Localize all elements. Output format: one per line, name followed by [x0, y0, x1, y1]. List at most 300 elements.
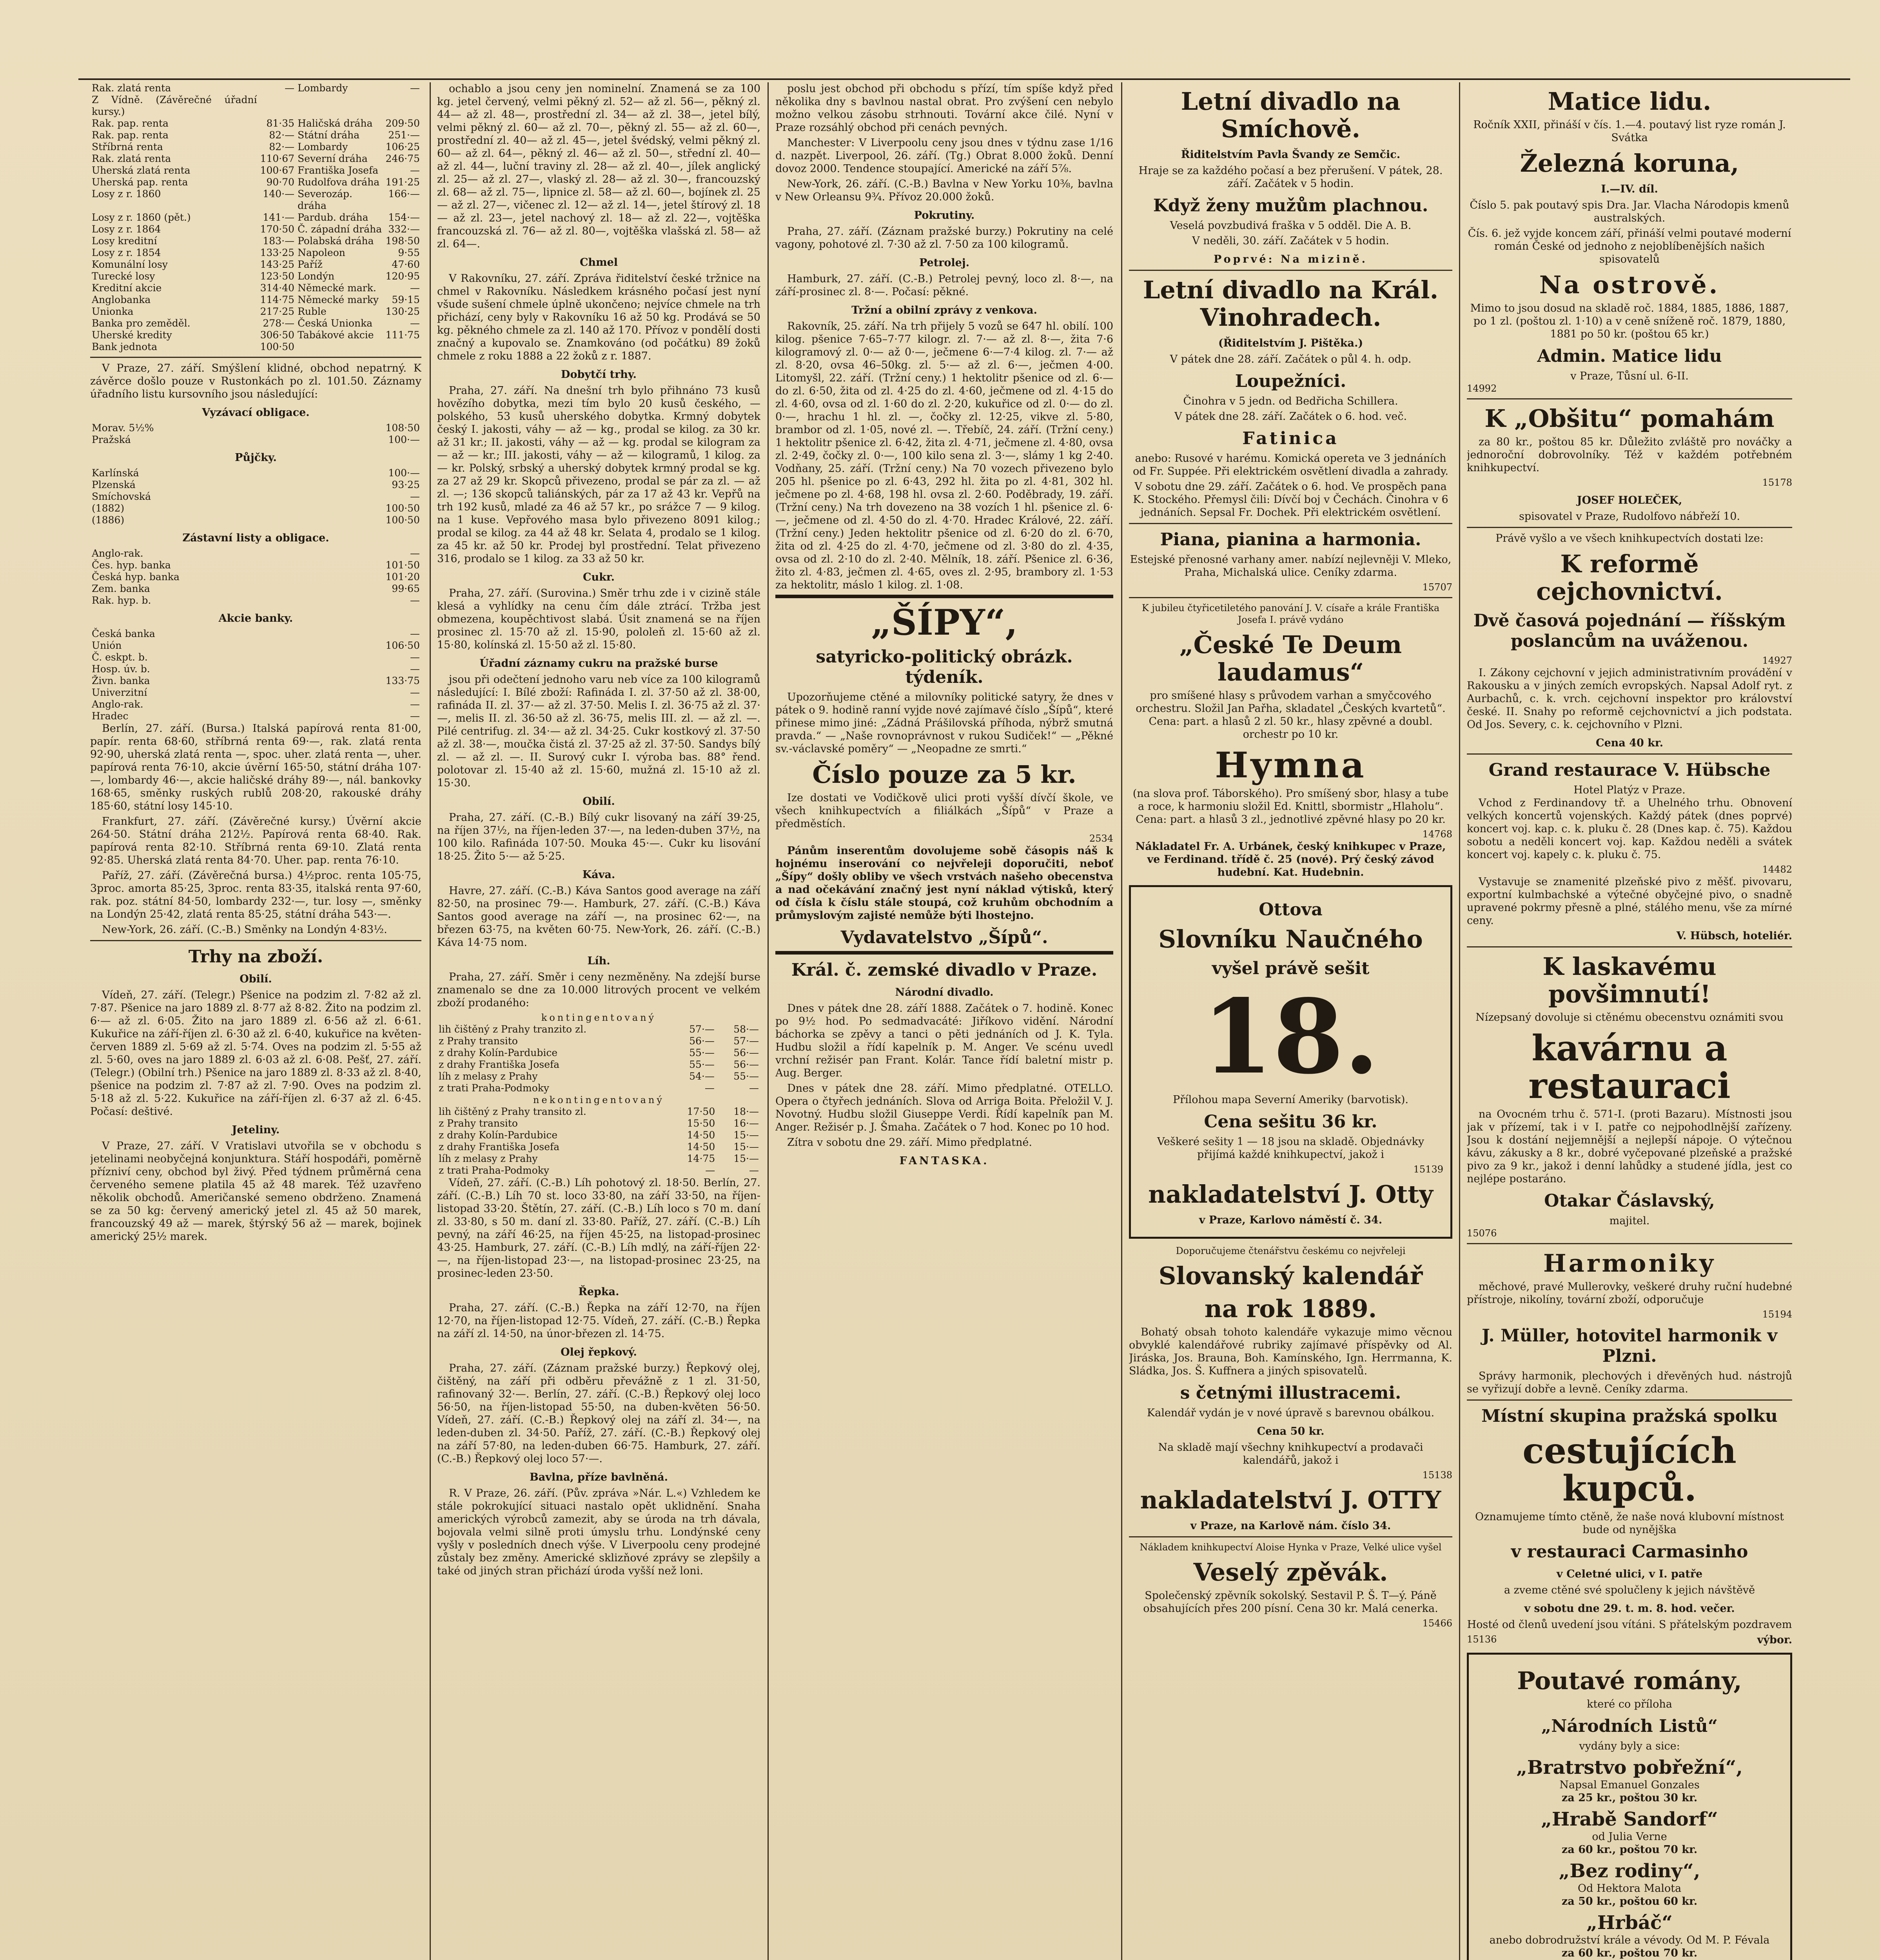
- divider: [1467, 753, 1792, 755]
- kalendar-more: Na skladě mají všechny knihkupectví a prodavači kalendářů, jakož i: [1158, 1441, 1423, 1466]
- rate-cell: 59·15: [392, 294, 420, 305]
- ad-number: 14768: [1422, 829, 1452, 840]
- rate-row: [90, 212, 421, 223]
- rate-cell: Františka Josefa: [298, 165, 379, 176]
- spirits-table-2: [437, 1106, 760, 1176]
- table-cell: z Prahy transito: [439, 1118, 518, 1129]
- rate-cell: Anglobanka: [92, 294, 151, 305]
- naucny-text: Veškeré sešity 1 — 18 jsou na skladě. Objednávky přijímá každé knihkupectví, jakož i: [1157, 1136, 1425, 1161]
- theatre-subtitle: Národní divadlo.: [895, 986, 994, 998]
- rate-cell: 130·25: [385, 306, 420, 317]
- table-cell: z drahy Františka Josefa: [439, 1141, 560, 1152]
- poutave-sub: které co příloha: [1587, 1698, 1672, 1710]
- piana-text: Estejské přenosné varhany amer. nabízí nejlevněji V. Mleko, Praha, Michalská ulice. Ceníky zdarma.: [1130, 554, 1452, 579]
- rate-row: [90, 176, 421, 188]
- smichov-theatre-title: Letní divadlo na Smíchově.: [1181, 87, 1401, 143]
- ad-number: 14927: [1762, 655, 1792, 666]
- subsection-title: Pokrutiny.: [914, 209, 975, 221]
- smichov-text: Hraje se za každého počasí a bez přerušení. V pátek, 28. září. Začátek v 5 hodin.: [1138, 165, 1443, 190]
- subsection-title: Káva.: [582, 869, 615, 881]
- table-cell: Anglo-rak.: [92, 548, 143, 559]
- column-rule-3: [1121, 82, 1122, 1960]
- table-row: [90, 467, 421, 479]
- rate-cell: 114·75: [260, 294, 295, 305]
- table-cell: 108·50: [385, 422, 420, 434]
- sobota-text: Hosté od členů uvedení jsou vítáni. S přátelským pozdravem: [1467, 1619, 1792, 1631]
- table-row: [90, 434, 421, 446]
- table-cell: —: [705, 1165, 715, 1176]
- divider: [1467, 946, 1792, 947]
- table-row: [90, 514, 421, 526]
- grand-more: Vystavuje se znamenité plzeňské pivo z měšť. pivovaru, exportní kulmbachské a výtečné obyčejné pivo, o snadně upravené pokrmy přesně a plné, stálého menu, vše za mírné ceny.: [1467, 876, 1792, 927]
- naucny-number: 18.: [1202, 977, 1379, 1097]
- rate-cell: Napoleon: [298, 247, 345, 258]
- rate-cell: —: [410, 282, 420, 294]
- rate-cell: 332·—: [388, 223, 420, 235]
- coffee-report: Havre, 27. září. (C.-B.) Káva Santos good average na září 82·50, na prosinec 79·—. Hamburk, 27. září. (C.-B.) Káva Santos good average na září —, na prosinec 62·—, na březen 63·75, na květen 60·75. New-York, 26. září. (C.-B.) Káva 14·75 nom.: [437, 885, 760, 949]
- novel-author: od Julia Verne: [1592, 1831, 1667, 1843]
- subsection-title: Petrolej.: [919, 257, 970, 269]
- naucny-top: Ottova: [1259, 900, 1323, 920]
- rate-row: [90, 341, 421, 353]
- inserent-notice: Pánům inserentům dovolujeme sobě čásopis náš k hojnému inserování co nejvřeleji doporučiti, neboť „Šípy“ došly obliby ve všech vrstvách našeho obecenstva a nad očekávání značný jest nyní náklad výtisků, který od čísla k číslu stále stoupá, což kruhům obchodním a průmyslovým zajisté nemůže býti lhostejno.: [775, 845, 1113, 922]
- rate-cell: Bank jednota: [92, 341, 158, 352]
- clover-cont: ochablo a jsou ceny jen nominelní. Znamená se za 100 kg. jetel červený, velmi pěkný zl. 52— až zl. 56—, pěkný zl. 44— až zl. 48—, prostřední zl. 34— až zl. 38—, jetel bílý, velmi pěkný zl. 60— až zl. 70—, pěkný zl. 55— až zl. 60—, prostřední zl. 40— až zl. 45—, jetel švédský, velmi pěkný zl. 60— až zl. 64—, pěkný zl. 46— až zl. 50—, střední zl. 40— až zl. 44—, luční traviny zl. 28— až zl. 40—, jílek anglický zl. 25— až zl. 27—, vlaský zl. 28— až zl. 30—, francouzský zl. 68— až zl. 75—, lipnice zl. 58— až zl. 60—, bojínek zl. 25— až zl. 27—, vičenec zl. 12— až zl. 14—, jetel štírový zl. 18— až zl. 23—, jetel nachový zl. 18— až zl. 22—, vojtěška francouzská zl. 76— až zl. 80—, vojtěška vlašská zl. 58— až zl. 64—.: [437, 83, 760, 250]
- table-cell: 100·50: [385, 503, 420, 514]
- subsection-title: Jeteliny.: [232, 1124, 280, 1136]
- table-row: [90, 422, 421, 434]
- grand-sign: V. Hübsch, hoteliér.: [1676, 930, 1792, 942]
- table-cell: 100·50: [385, 514, 420, 526]
- harmoniky-text: měchové, pravé Mullerovky, veškeré druhy ruční hudebné přístroje, nikolíny, tovární zboží, odporučuje: [1467, 1281, 1792, 1306]
- novel-item: [1476, 1860, 1783, 1908]
- table-row: [437, 1082, 760, 1094]
- narodnich-sub: vydány byly a sice:: [1579, 1740, 1680, 1752]
- oil-report: Praha, 27. září. (Záznam pražské burzy.) Řepkový olej, čištěný, na září při odběru převážně z 1 zl. 31·50, rafinovaný 32·—. Berlín, 27. září. (C.-B.) Řepkový olej loco 56·50, na říjen-listopad 55·50, na duben-květen 56·50. Vídeň, 27. září. (C.-B.) Řepkový olej na září zl. 34·—, na leden-duben zl. 34·50. Paříž, 27. září. (C.-B.) Řepkový olej na září 57·80, na leden-duben 66·75. Hamburk, 27. září. (C.-B.) Řepkový olej loco 57·—.: [437, 1362, 760, 1465]
- table-row: [90, 640, 421, 652]
- rate-cell: 100·50: [260, 341, 295, 352]
- rate-cell: Severní dráha: [298, 153, 368, 164]
- table-row: [437, 1106, 760, 1118]
- rate-cell: Uherská zlatá renta: [92, 165, 191, 176]
- column-1: [90, 82, 421, 1960]
- rate-cell: Komunální losy: [92, 259, 168, 270]
- table-cell: 56·—: [733, 1059, 759, 1070]
- sipy-subtitle: satyricko-politický obrázk. týdeník.: [816, 647, 1073, 687]
- table-row: [90, 559, 421, 571]
- cotton-report: R. V Praze, 26. září. (Pův. zpráva »Nár. L.«) Vzhledem ke stále pokrokující situaci nastalo opět uklidnění. Snaha amerických výrobců zamezit, aby se úroda na trh dávala, bojovala velmi silně proti úmyslu trhu. Londýnské ceny vyšly v posledních dnech výše. V Liverpoolu ceny prodejné zůstaly bez změny. Americké sklizňové zprávy se zlepšily a také od jiných stran přichází úroda vyšší než loni.: [437, 1487, 760, 1577]
- rate-cell: Uherské kredity: [92, 329, 172, 341]
- obsitu-text: za 80 kr., poštou 85 kr. Důležito zvláště pro nováčky a jednoroční dobrovolníky. Též v každém potřebném knihkupectví.: [1467, 436, 1792, 474]
- table-cell: —: [749, 1165, 759, 1176]
- ad-number: 15194: [1762, 1309, 1792, 1320]
- subsection-title: Cukr.: [583, 571, 615, 583]
- table-cell: —: [410, 548, 420, 559]
- smichov-sunday: V neděli, 30. září. Začátek v 5 hodin.: [1192, 235, 1389, 247]
- table-cell: —: [410, 699, 420, 710]
- table-cell: Pražská: [92, 434, 131, 445]
- naucny-price: Cena sešitu 36 kr.: [1204, 1112, 1377, 1132]
- divider: [1129, 597, 1452, 598]
- rate-cell: [296, 341, 384, 353]
- tomorrow-program: Zítra v sobotu dne 29. září. Mimo předplatné.: [787, 1136, 1032, 1149]
- section-table: [90, 548, 421, 606]
- table-row: [437, 1071, 760, 1082]
- obsitu-title: K „Obšitu“ pomahám: [1484, 404, 1775, 433]
- table-cell: —: [704, 1082, 715, 1094]
- laskavemu-title: K laskavému povšimnutí!: [1542, 952, 1717, 1008]
- tedeum-head: K jubileu čtyřicetiletého panování J. V. císaře a krále Františka Josefa I. právě vydáno: [1141, 603, 1440, 625]
- exchange-rates-table: [90, 82, 421, 353]
- theatre-title: Král. č. zemské divadlo v Praze.: [791, 960, 1098, 980]
- rate-cell: [384, 341, 422, 353]
- naucny-ad-box: [1129, 885, 1452, 1239]
- novels-list: [1476, 1757, 1783, 1960]
- rate-cell: 81·35: [266, 118, 295, 129]
- smichov-play: Když ženy mužům plachnou.: [1153, 196, 1428, 216]
- reforme-head: Právě vyšlo a ve všech knihkupectvích dostati lze:: [1495, 532, 1764, 544]
- vinohrady-theatre-title: Letní divadlo na Král. Vinohradech.: [1143, 276, 1439, 332]
- matice-price: Mimo to jsou dosud na skladě roč. 1884, 1885, 1886, 1887, po 1 zl. (poštou zl. 1·10) a v ceně sníženě roč. 1879, 1880, 1881 po 50 kr. (poštou 65 kr.): [1470, 302, 1789, 340]
- divider: [90, 357, 421, 358]
- top-rule: [78, 78, 1850, 80]
- rate-cell: 140·—: [263, 188, 295, 200]
- novel-price: za 60 kr., poštou 70 kr.: [1561, 1947, 1698, 1959]
- rate-cell: Německé mark.: [298, 282, 376, 294]
- vybor-sign: výbor.: [1757, 1634, 1792, 1646]
- rate-row: [90, 270, 421, 282]
- table-cell: 57·—: [733, 1035, 759, 1047]
- laskavemu-text: Nízepsaný dovoluje si ctěnému obecenstvu oznámiti svou: [1475, 1011, 1784, 1024]
- hops-report: V Rakovníku, 27. září. Zpráva řiditelství české tržnice na chmel v Rakovníku. Následkem krásného počasí jest nyní všude sušení chmele úplně ukončeno; nejvíce chmele na trh přichází, ceny byly v Rakovníku 16 až 50 kg. Prodává se 50 kg. pěkného chmele za zl. 140 až 170. Přívoz v pondělí dosti značný a kupovalo se. Znamkováno (od počátku) 89 žoků chmele z roku 1888 a 22 žoků z r. 1887.: [437, 272, 760, 362]
- naucny-address: v Praze, Karlovo náměstí č. 34.: [1199, 1214, 1383, 1226]
- ad-number: 15136: [1467, 1634, 1497, 1645]
- rate-cell: 278·—: [263, 318, 295, 329]
- rate-row: [90, 153, 421, 165]
- kavarna-text: na Ovocném trhu č. 571-I. (proti Bazaru). Místnosti jsou jak v přízemí, tak i v I. patře co nejpohodlnější zařízeny. Jsou k dostání nejjemnější a nejlepší nápoje. O výtečnou kávu, zákusky a 8 kr., dobré vyčepované plzeňské a pražské pivo za 9 kr., jakož i denní lahůdky a studené jídla, jest co nejlépe postaráno.: [1467, 1108, 1792, 1185]
- table-cell: 15·—: [733, 1141, 759, 1152]
- table-cell: 15·—: [733, 1153, 759, 1164]
- table-cell: líh z melasy z Prahy: [439, 1071, 538, 1082]
- ad-number: 2534: [1089, 833, 1113, 844]
- table-row: [437, 1024, 760, 1035]
- rate-cell: 123·50: [260, 270, 295, 282]
- subsection-title: Půjčky.: [235, 452, 277, 464]
- clover-report: V Praze, 27. září. V Vratislavi utvořila se v obchodu s jetelinami neobyčejná konjunktura. Stáří hospodáři, poměrně přízniví ceny, obchod byl živý. Před týdnem průměrná cena červeného semene platila 45 až 48 marek. Též uzavřeno několik obchodů. Američanské semeno obdrženo. Znamená se za 50 kg: červený americký jetel zl. 45 až 50 marek, francouzský 49 až — marek, štýrský 56 až — marek, bojinek americký 25½ marek.: [90, 1140, 421, 1243]
- ad-number: 15707: [1422, 582, 1452, 593]
- table-cell: 101·20: [385, 571, 420, 583]
- table-cell: Karlínská: [92, 467, 139, 479]
- rate-cell: —: [410, 165, 420, 176]
- kavarna-title: kavárnu a restauraci: [1528, 1027, 1731, 1107]
- table-cell: Čes. hyp. banka: [92, 559, 171, 571]
- divider: [1129, 1536, 1452, 1537]
- subsection-title: Dobytčí trhy.: [561, 368, 637, 381]
- spirits-report: Praha, 27. září. Směr i ceny nezměněny. Na zdejší burse znamenalo se dne za 10.000 litrových procent ve velkém zboží prodaného:: [437, 971, 760, 1009]
- piana-title: Piana, pianina a harmonia.: [1160, 530, 1421, 550]
- ad-number: 14992: [1467, 383, 1497, 394]
- table-cell: z drahy Kolín-Pardubice: [439, 1047, 558, 1058]
- table-cell: 99·65: [392, 583, 420, 594]
- table-cell: —: [410, 491, 420, 502]
- ad-number: 15466: [1422, 1618, 1452, 1629]
- kalendar-price: Cena 50 kr.: [1257, 1425, 1325, 1437]
- grain-report-2: Praha, 27. září. (C.-B.) Bílý cukr lisovaný na září 39·25, na říjen 37½, na říjen-leden 37·—, na leden-duben 37½, na 100 kilo. Rafináda 107·50. Mouka 45·—. Cukr ku lisování 18·25. Žito 5·— až 5·25.: [437, 811, 760, 862]
- naucny-note: Přílohou mapa Severní Ameriky (barvotisk).: [1172, 1094, 1409, 1106]
- novel-item: [1476, 1912, 1783, 1960]
- table-row: [90, 595, 421, 606]
- sobota-date: v sobotu dne 29. t. m. 8. hod. večer.: [1524, 1602, 1735, 1615]
- table-cell: —: [410, 652, 420, 663]
- rate-row: [90, 282, 421, 294]
- ad-number: 15139: [1413, 1164, 1443, 1175]
- kalendar-head: Doporučujeme čtenářstvu českému co nejvřeleji: [1176, 1245, 1406, 1256]
- sugar-records: jsou při odečtení jednoho varu neb více za 100 kilogramů následující: I. Bílé zboží: Rafináda I. zl. 37·50 až zl. 38·00, rafináda II. zl. 37·— až zl. 37·50. Melis I. zl. 36·75 až zl. 37·—, melis II. zl. 36·50 až zl. 36·75, melis III. zl. — až zl. —. Pilé centrifug. zl. 34·— až zl. 34·25. Cukr kostkový zl. 37·50 až zl. 38·—, moučka čistá zl. 37·25 až zl. 37·50. Sandys bílý zl. — až zl. —. II. Surový cukr I. výroba bas. 88° řend. polotovar zl. 15·40 až zl. 15·60, mužná zl. 15·10 až zl. 15·30.: [437, 673, 760, 789]
- subsection-title: Úřadní záznamy cukru na pražské burse: [479, 657, 718, 670]
- table-cell: 14·75: [687, 1153, 715, 1164]
- table-cell: 57·—: [689, 1024, 715, 1035]
- rate-row: [90, 306, 421, 318]
- divider: [1467, 398, 1792, 399]
- rate-cell: Tabákové akcie: [298, 329, 374, 341]
- divider: [1129, 523, 1452, 524]
- subsection-title: Chmel: [579, 256, 618, 269]
- table-cell: 133·75: [385, 675, 420, 686]
- rate-cell: 100·67: [260, 165, 295, 176]
- table-cell: 106·50: [385, 640, 420, 651]
- otty-address: v Praze, na Karlově nám. číslo 34.: [1190, 1520, 1391, 1532]
- holecek-name: JOSEF HOLEČEK,: [1577, 494, 1682, 506]
- rate-row: [90, 129, 421, 141]
- rate-cell: 106·25: [385, 141, 420, 152]
- rate-cell: Pardub. dráha: [298, 212, 368, 223]
- column-rule-1: [430, 82, 431, 1960]
- table-row: [90, 548, 421, 559]
- table-row: [90, 479, 421, 491]
- reforme-title: K reformě cejchovnictví.: [1536, 550, 1723, 606]
- cattle-report: Praha, 27. září. Na dnešní trh bylo přihnáno 73 kusů hovězího dobytka, mezi tím bylo 20 kusů českého, — polského, 53 kusů uherského dobytka. Krmný dobytek český I. jakosti, váhy — až — kg., prodal se kilog. za 30 kr. až 31 kr.; II. jakosti, váhy — až — kg. prodal se kilogram za — až — kr.; III. jakosti, váhy — až — kilogramů, 1 kilog. za — kr. Polský, srbský a uherský dobytek krmný prodal se kg. za 27 až 29 kr. Skopců přivezeno, prodal se pár za zl. — až zl. —; 136 skopců taliánských, pár za 17 až 43 kr. Vepřů na trh 192 kusů, mladé za 46 až 57 kr., po srážce 7 — 9 kilog. na 1 kuse. Vepřového masa bylo přivezeno 8091 kilog.; prodal se kilog. za 44 až 48 kr. Selata 4, prodalo se 1 kilog. za 45 kr. až 50 kr. Prodej byl prostřední. Telat přivezeno 316, prodalo se 1 kilog. za 33 až 50 kr.: [437, 385, 760, 565]
- spirits-header-2: nekontingentovaný: [533, 1094, 664, 1105]
- table-cell: 55·—: [689, 1047, 715, 1058]
- table-row: [437, 1153, 760, 1165]
- vinohrady-text: V pátek dne 28. září. Začátek o půl 4. h. odp.: [1170, 353, 1412, 365]
- rate-row: [90, 235, 421, 247]
- kalendar-bind: Kalendář vydán je v nové úpravě s barevnou obálkou.: [1147, 1407, 1435, 1419]
- rate-cell: 90·70: [266, 176, 295, 188]
- column-4: [1129, 82, 1452, 1960]
- column-3: [775, 82, 1113, 1960]
- smichov-premiere: Poprvé: Na mizině.: [1213, 253, 1368, 265]
- rate-row: [90, 223, 421, 235]
- rate-cell: Č. západní dráha: [298, 223, 382, 235]
- vinohrady-text-2: V pátek dne 28. září. Začátek o 6. hod. več.: [1174, 410, 1407, 423]
- rate-cell: Státní dráha: [298, 129, 360, 141]
- rate-cell: 82·—: [269, 129, 295, 141]
- rate-cell: —: [410, 82, 420, 94]
- romany-ad-box: [1467, 1653, 1792, 1960]
- cestujicich-text: Oznamujeme tímto ctěně, že naše nová klubovní místnost bude od nynějška: [1475, 1511, 1784, 1536]
- table-cell: 56·—: [689, 1035, 715, 1047]
- rate-cell: 306·50: [260, 329, 295, 341]
- table-cell: Hosp. úv. b.: [92, 663, 150, 675]
- rate-cell: Rak. pap. renta: [92, 118, 169, 129]
- table-row: [437, 1047, 760, 1059]
- matice-admin-addr: v Praze, Tůsní ul. 6-II.: [1570, 370, 1689, 382]
- rate-cell: Turecké losy: [92, 270, 155, 282]
- divider: [1467, 1399, 1792, 1401]
- cestujicich-title: cestujících kupců.: [1523, 1430, 1737, 1509]
- muller-name: J. Müller, hotovitel harmonik v Plzni.: [1481, 1326, 1778, 1366]
- rate-cell: Česká Unionka: [298, 318, 373, 329]
- rate-row: [90, 329, 421, 341]
- sipy-price: Číslo pouze za 5 kr.: [812, 760, 1076, 789]
- rate-cell: Ruble: [298, 306, 327, 317]
- rate-row: [90, 94, 421, 118]
- section-table: [90, 422, 421, 446]
- rate-row: [90, 247, 421, 259]
- frankfurt-report: Frankfurt, 27. září. (Závěrečné kursy.) Úvěrní akcie 264·50. Státní dráha 212½. Papírová renta 68·40. Rak. papírová renta 82·10. Stříbrná renta 69·10. Zlatá renta 92·85. Uherská zlatá renta 84·70. Uher. pap. renta 76·10.: [90, 815, 421, 866]
- table-row: [90, 675, 421, 687]
- table-row: [90, 628, 421, 640]
- rate-cell: 111·75: [385, 329, 420, 341]
- rate-cell: Z Vídně. (Závěrečné úřadní kursy.): [92, 94, 257, 117]
- table-cell: 100·—: [388, 467, 420, 479]
- novel-item: [1476, 1757, 1783, 1804]
- table-cell: Plzenská: [92, 479, 136, 490]
- rate-cell: Losy z r. 1854: [92, 247, 161, 258]
- vybor-row: [1467, 1633, 1792, 1646]
- zpevak-title: Veselý zpěvák.: [1193, 1558, 1388, 1586]
- table-cell: Rak. hyp. b.: [92, 595, 151, 606]
- spirits-more: Vídeň, 27. září. (C.-B.) Líh pohotový zl. 18·50. Berlín, 27. září. (C.-B.) Líh 70 st. loco 33·80, na září 33·50, na říjen-listopad 33·20. Štětín, 27. září. (C.-B.) Líh loco s 70 m. daní zl. 33·80, s 50 m. daní zl. 33·80. Paříž, 27. září. (C.-B.) Líh pevný, na září 46·25, na říjen 45·25, na listopad-prosinec 43·25. Hamburk, 27. září. (C.-B.) Líh mdlý, na září-říjen 22·—, na říjen-listopad 23·—, na listopad-prosinec 23·25, na prosinec-leden 23·50.: [437, 1177, 760, 1279]
- vinohrady-play-sub: Činohra v 5 jedn. od Bedřicha Schillera.: [1183, 395, 1398, 407]
- rate-cell: Rak. pap. renta: [92, 129, 169, 141]
- table-row: [437, 1141, 760, 1153]
- table-cell: Živn. banka: [92, 675, 150, 686]
- rate-cell: Losy z r. 1860: [92, 188, 161, 200]
- table-cell: Hradec: [92, 710, 129, 722]
- table-cell: 56·—: [733, 1047, 759, 1058]
- theatre-program: Dnes v pátek dne 28. září 1888. Začátek o 7. hodině. Konec po 9½ hod. Po sedmadvacáté: Jiříkovo vidění. Národní báchorka se zpěvy a tanci o pěti jednáních od J. K. Tyla. Hudbu složil a řídí kapelník p. M. Anger. Ve scénu uvedl vrchní režisér pan Frant. Kolár. Tance řídí baletní mistr p. Aug. Berger.: [775, 1002, 1113, 1079]
- ad-number: 15178: [1762, 477, 1792, 488]
- rate-cell: Losy z r. 1864: [92, 223, 161, 235]
- rate-row: [90, 318, 421, 329]
- table-row: [437, 1165, 760, 1176]
- rate-cell: Stříbrná renta: [92, 141, 163, 152]
- table-cell: Unión: [92, 640, 122, 651]
- rate-row: [90, 188, 421, 212]
- table-cell: Univerzitní: [92, 687, 147, 698]
- hynek-ad: Nákladem knihkupectví Aloise Hynka v Praze, Velké ulice vyšel: [1140, 1542, 1442, 1553]
- rate-row: [90, 294, 421, 306]
- table-cell: (1882): [92, 503, 125, 514]
- subsection-title: Vyzávací obligace.: [202, 407, 310, 419]
- subsection-title: Bavlna, příze bavlněná.: [529, 1471, 668, 1483]
- rate-cell: Rak. zlatá renta: [92, 82, 171, 94]
- rate-cell: 154·—: [388, 212, 420, 223]
- sipy-more: Ize dostati ve Vodičkově ulici proti vyšší dívčí škole, ve všech knihkupectvích a filiálkách „Šípů“ v Praze a předměstích.: [775, 792, 1113, 830]
- table-cell: lih čištěný z Prahy transito zl.: [439, 1106, 586, 1117]
- na-ostrove-title: Na ostrově.: [1539, 270, 1720, 299]
- novel-price: za 50 kr., poštou 60 kr.: [1561, 1895, 1698, 1907]
- caslavsky-name: Otakar Čáslavský,: [1544, 1191, 1715, 1211]
- rate-cell: 120·95: [385, 270, 420, 282]
- table-cell: z drahy Františka Josefa: [439, 1059, 560, 1070]
- matice-title: Matice lidu.: [1548, 87, 1711, 116]
- table-row: [437, 1059, 760, 1071]
- kalendar-title: Slovanský kalendář: [1158, 1261, 1423, 1290]
- matice-more: Čís. 6. jež vyjde koncem září, přináší velmi poutavé moderní román České od jednoho z nejoblíbenějších našich spisovatelů: [1468, 227, 1791, 265]
- table-row: [90, 503, 421, 514]
- table-cell: lih čištěný z Prahy tranzito zl.: [439, 1024, 587, 1035]
- divider: [1129, 270, 1452, 271]
- rate-cell: 170·50: [260, 223, 295, 235]
- table-cell: 14·50: [687, 1129, 715, 1141]
- petroleum-report: Hamburk, 27. září. (C.-B.) Petrolej pevný, loco zl. 8·—, na září-prosinec zl. 8·—. Počasí: pěkné.: [775, 273, 1113, 298]
- rate-cell: Lombardy: [298, 82, 348, 94]
- table-row: [90, 699, 421, 710]
- reforme-sub: Dvě časová pojednání — říšským poslancům na uváženou.: [1473, 611, 1786, 651]
- column-rule-2: [768, 82, 769, 1960]
- spirits-header: kontingentovaný: [541, 1012, 657, 1023]
- table-cell: 15·50: [687, 1118, 715, 1129]
- rate-row: [90, 82, 421, 94]
- berlin-report: Berlín, 27. září. (Bursa.) Italská papírová renta 81·00, papír. renta 68·60, stříbrná renta 69·—, rak. zlatá renta 92·90, uherská zlatá renta —, spoc. uher. zlatá renta —, uher. papírová renta 76·10, akcie úvěrní 165·50, státní dráha 107·—, lombardy 46·—, akcie haličské dráhy 89·—, nál. bankovky 168·65, směnky ruských rublů 208·20, rakouské dráhy 185·60, státní losy 145·10.: [90, 722, 421, 812]
- cotton-cont: poslu jest obchod při obchodu s přízí, tím spíše když před několika dny s bavlnou nastal obrat. Pro zvýšení cen nebylo možno velkou zásobu strhnouti. Tovární akce čilé. Nyní v Praze rozsáhlý obchod při cenách pevných.: [775, 83, 1113, 134]
- column-5: [1467, 82, 1792, 1960]
- table-cell: Anglo-rak.: [92, 699, 143, 710]
- table-row: [90, 652, 421, 663]
- novel-title: „Hrbáč“: [1586, 1912, 1673, 1934]
- manchester-report: Manchester: V Liverpoolu ceny jsou dnes v týdnu zase 1/16 d. nazpět. Liverpool, 26. září. (Tg.) Obrat 8.000 žoků. Denní dovoz 2000. Tendence stoupající. Americké na září 5⅞.: [775, 137, 1113, 175]
- table-cell: líh z melasy z Prahy: [439, 1153, 538, 1164]
- fatinica-title: Fatinica: [1242, 428, 1339, 448]
- table-cell: 16·—: [733, 1118, 759, 1129]
- rapeseed-report: Praha, 27. září. (C.-B.) Řepka na září 12·70, na říjen 12·70, na říjen-listopad 12·75. Vídeň, 27. září. (C.-B.) Řepka na září zl. 14·50, na únor-březen zl. 14·75.: [437, 1302, 760, 1340]
- rate-cell: 110·67: [260, 153, 295, 164]
- fatinica-sub: anebo: Rusové v harému. Komická opereta ve 3 jednáních od Fr. Suppée. Při elektrickém osvětlení divadla a zahrady.: [1132, 452, 1449, 477]
- country-markets: Rakovník, 25. září. Na trh přijely 5 vozů se 647 hl. obilí. 100 kilog. pšenice 7·65–7·77 kilogr. zl. 7·— až zl. 8·—, žita 7·6 kilogramový zl. 0·— až 0·—, ječmene 6·—7·4 kilog. zl. 7·— až zl. 8·20, ovsa 46–50kg. zl. 5·— až zl. 6·—, ječmen 4·00. Litomyšl, 22. září. (Tržní ceny.) 1 hektolitr pšenice od zl. 6·— do zl. 6·50, žita od zl. 4·25 do zl. 4·60, ječmene od zl. 4·15 do zl. 4·60, ovsa od zl. 1·60 do zl. 2·20, kukuřice od zl. 0·— do zl. 0·—, hrachu 1 hl. zl. —, čočky zl. 12·25, vikve zl. 5·80, brambor od zl. 1·05, nové zl. —. Třebíč, 24. září. (Tržní ceny.) 1 hektolitr pšenice zl. 6·42, žita zl. 4·71, ječmene zl. 4·80, ovsa zl. 2·49, čočky zl. 0·—, 100 kilo sena zl. 3·—, slámy 1 kg 2·40. Vodňany, 25. září. (Tržní ceny.) Na 70 vozech přivezeno bylo 205 hl. pšenice po zl. 6·43, 292 hl. žita po zl. 4·81, 302 hl. ječmene po zl. 4·68, 198 hl. ovsa zl. 2·60. Poděbrady, 19. září. (Tržní ceny.) Na trh dovezeno na 38 vozích 1 hl. pšenice zl. 6·—, ječmene od zl. 4·50 do zl. 4·70. Hradec Králové, 22. září. (Tržní ceny.) Jeden hektolitr pšenice od zl. 6·20 do zl. 6·70, žita od zl. 4·25 do zl. 4·70, ječmene od zl. 3·80 do zl. 4·35, ovsa od zl. 2·10 do zl. 2·40. Mělník, 18. září. Pšenice zl. 6·36, žito zl. 4·83, ječmen zl. 4·65, oves zl. 2·95, brambory zl. 1·53 za hektolitr, máslo 1 kilog. zl. 1·08.: [775, 320, 1113, 591]
- subsection-title: Obilí.: [240, 973, 272, 985]
- kalendar-year: na rok 1889.: [1204, 1294, 1377, 1323]
- novel-title: „Bratrstvo pobřežní“,: [1516, 1757, 1743, 1779]
- table-cell: —: [410, 710, 420, 722]
- sugar-report: Praha, 27. září. (Surovina.) Směr trhu zde i v cizině stále klesá a vyhlídky na cenu čím dále ztrácí. Tržba jest obmezena, koupěchtivost slabá. Úsit znamená se na říjen prosinec zl. 15·70 až zl. 15·90, pololeň zl. 15·60 až zl. 15·80, kolínská zl. 15·50 až zl. 15·80.: [437, 587, 760, 651]
- table-cell: (1886): [92, 514, 125, 526]
- novel-author: Napsal Emanuel Gonzales: [1559, 1779, 1700, 1791]
- grand-sub: Hotel Platýz v Praze.: [1573, 784, 1686, 796]
- zelezna-sub: I.—IV. díl.: [1601, 183, 1658, 195]
- spirits-table: [437, 1024, 760, 1094]
- rate-row: [90, 259, 421, 270]
- vinohrady-theatre-sub: (Řiditelstvím J. Pištěka.): [1218, 337, 1363, 349]
- rate-cell: Rudolfova dráha: [298, 176, 380, 188]
- novel-price: za 25 kr., poštou 30 kr.: [1561, 1792, 1698, 1804]
- vlach-text: Číslo 5. pak poutavý spis Dra. Jar. Vlacha Národopis kmenů australských.: [1470, 199, 1789, 224]
- zelezna-title: Železná koruna,: [1520, 149, 1739, 178]
- rate-cell: Německé marky: [298, 294, 379, 305]
- novel-title: „Bez rodiny“,: [1559, 1860, 1700, 1882]
- vinohrady-play: Loupežníci.: [1235, 371, 1346, 391]
- narodnich-title: „Národních Listů“: [1541, 1716, 1718, 1736]
- smichov-play-sub: Veselá povzbudivá fraška v 5 odděl. Die A. B.: [1170, 220, 1412, 232]
- table-cell: 17·50: [687, 1106, 715, 1117]
- ad-number: 14482: [1762, 864, 1792, 875]
- reforme-price: Cena 40 kr.: [1595, 737, 1664, 749]
- table-cell: Česká hyp. banka: [92, 571, 180, 583]
- divider: [775, 595, 1113, 598]
- rate-cell: Unionka: [92, 306, 134, 317]
